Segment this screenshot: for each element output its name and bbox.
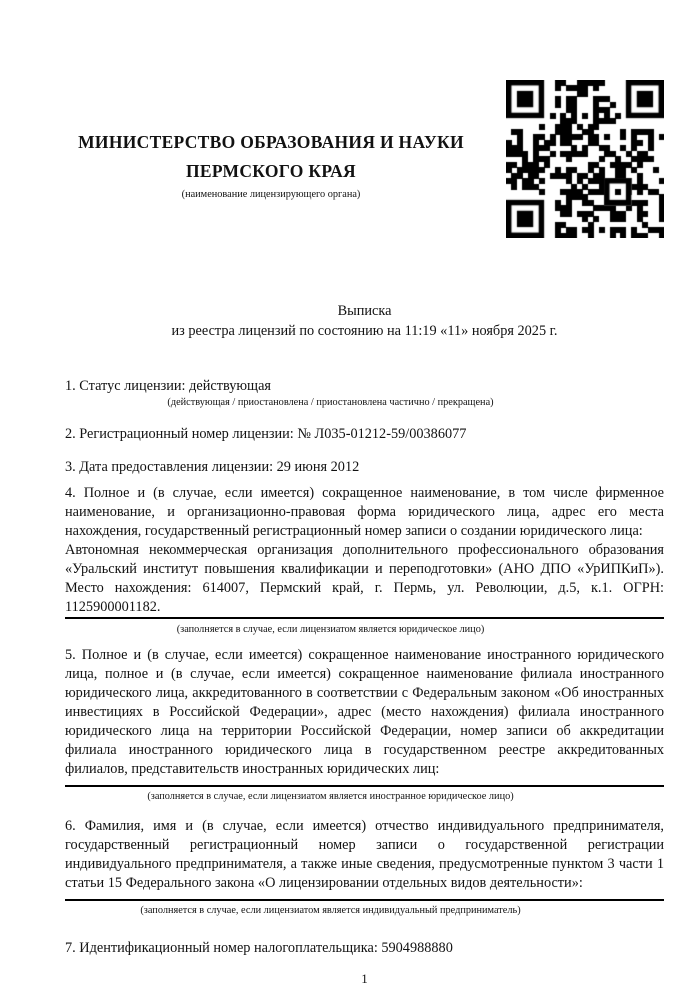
- document-header: [65, 0, 664, 201]
- item-legal-entity: [65, 484, 664, 636]
- ministry-name-line2: ПЕРМСКОГО КРАЯ: [186, 161, 356, 181]
- legal-entity-value: Автономная некоммерческая организация дополнительного профессионального образования «Уральский институт повышения квалификации и переподготовки» (АНО ДПО «УрИПКиП»). Место нахождения: 614007, Пермский край, г. Пермь, ул. Революции, д.5, к.1. ОГРН: 1125900001182.: [65, 541, 664, 619]
- document-content: [65, 0, 664, 987]
- licensing-authority-caption: (наименование лицензирующего органа): [181, 189, 361, 200]
- foreign-entity-label: 5. Полное и (в случае, если имеется) сокращенное наименование иностранного юридического лица, полное и (в случае, если имеется) сокращенное наименование филиала иностранного юридического лица, аккредитованного в соответствии с Федеральным законом «Об иностранных инвестициях в Российской Федерации», адрес (место нахождения) филиала иностранного юридического лица на территории Российской Федерации, номер записи об аккредитации филиала иностранного юридического лица в государственном реестре аккредитованных филиалов, представительств иностранных юридических лиц:: [65, 647, 664, 777]
- foreign-entity-caption: (заполняется в случае, если лицензиатом является иностранное юридическое лицо): [147, 791, 514, 802]
- individual-entrepreneur-blank-line: [65, 893, 664, 901]
- document-title-line1: Выписка: [337, 303, 392, 319]
- legal-entity-label: 4. Полное и (в случае, если имеется) сокращенное наименование, в том числе фирменное наименование, и организационно-правовая форма юридического лица, адрес его места нахождения, государственный регистрационный номер записи о создании юридического лица:: [65, 485, 664, 539]
- taxpayer-number-text: 7. Идентификационный номер налогоплательщика: 5904988880: [65, 940, 453, 956]
- license-status-text: 1. Статус лицензии: действующая: [65, 378, 271, 394]
- item-registration-number: [65, 425, 664, 444]
- item-foreign-entity: [65, 646, 664, 803]
- licensing-authority-block: [65, 0, 477, 201]
- document-title-line2: из реестра лицензий по состоянию на 11:19 «11» ноября 2025 г.: [171, 322, 558, 339]
- item-license-date: [65, 458, 664, 477]
- item-taxpayer-number: [65, 939, 664, 958]
- document-title: [65, 302, 664, 341]
- individual-entrepreneur-caption: (заполняется в случае, если лицензиатом является индивидуальный предприниматель): [140, 905, 521, 916]
- item-individual-entrepreneur: [65, 817, 664, 917]
- ministry-name-line1: МИНИСТЕРСТВО ОБРАЗОВАНИЯ И НАУКИ: [78, 132, 464, 152]
- license-status-options-caption: (действующая / приостановлена / приостановлена частично / прекращена): [167, 397, 494, 408]
- foreign-entity-blank-line: [65, 779, 664, 787]
- qr-code-icon: [506, 80, 664, 238]
- license-date-text: 3. Дата предоставления лицензии: 29 июня 2012: [65, 459, 360, 475]
- legal-entity-caption: (заполняется в случае, если лицензиатом является юридическое лицо): [176, 624, 485, 635]
- registration-number-text: 2. Регистрационный номер лицензии: № Л035-01212-59/00386077: [65, 426, 467, 442]
- individual-entrepreneur-label: 6. Фамилия, имя и (в случае, если имеется) отчество индивидуального предпринимателя, государственный регистрационный номер записи о государственной регистрации индивидуального предпринимателя, а также иные сведения, предусмотренные пунктом 3 части 1 статьи 15 Федерального закона «О лицензировании отдельных видов деятельности»:: [65, 818, 664, 891]
- page-number: 1: [361, 971, 368, 986]
- item-license-status: [65, 377, 664, 409]
